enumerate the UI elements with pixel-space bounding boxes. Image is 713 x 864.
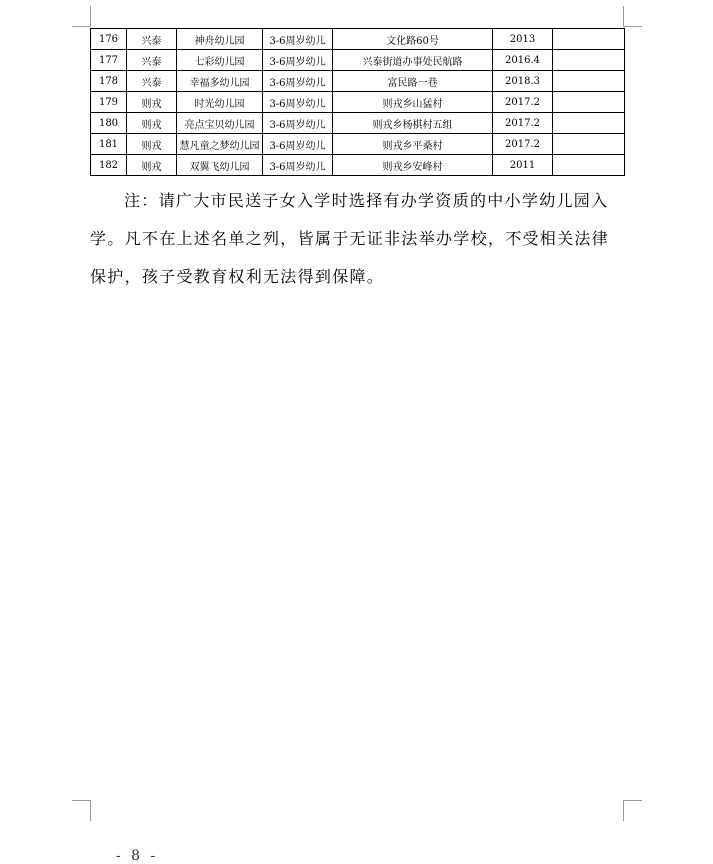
cell-no: 181 bbox=[91, 134, 127, 155]
cell-district: 则戎 bbox=[127, 113, 177, 134]
cell-remark bbox=[553, 92, 625, 113]
cell-year: 2017.2 bbox=[493, 92, 553, 113]
cell-district: 则戎 bbox=[127, 155, 177, 176]
cell-age: 3-6周岁幼儿 bbox=[263, 50, 333, 71]
cell-remark bbox=[553, 134, 625, 155]
cell-no: 179 bbox=[91, 92, 127, 113]
cell-address: 富民路一巷 bbox=[333, 71, 493, 92]
cell-no: 177 bbox=[91, 50, 127, 71]
cell-age: 3-6周岁幼儿 bbox=[263, 92, 333, 113]
cell-remark bbox=[553, 50, 625, 71]
note-paragraph: 注：请广大市民送子女入学时选择有办学资质的中小学幼儿园入学。凡不在上述名单之列，皆属于无证非法举办学校，不受相关法律保护，孩子受教育权利无法得到保障。 bbox=[90, 191, 610, 286]
cell-name: 慧凡童之梦幼儿园 bbox=[177, 134, 263, 155]
page-number: - 8 - bbox=[116, 848, 159, 864]
table-row bbox=[91, 113, 625, 134]
cell-district: 兴泰 bbox=[127, 50, 177, 71]
cell-name: 七彩幼儿园 bbox=[177, 50, 263, 71]
cell-address: 则戎乡安峰村 bbox=[333, 155, 493, 176]
cell-year: 2013 bbox=[493, 29, 553, 50]
cell-year: 2017.2 bbox=[493, 113, 553, 134]
cell-age: 3-6周岁幼儿 bbox=[263, 71, 333, 92]
cell-year: 2017.2 bbox=[493, 134, 553, 155]
cell-address: 兴泰街道办事处民航路 bbox=[333, 50, 493, 71]
cell-age: 3-6周岁幼儿 bbox=[263, 134, 333, 155]
cell-address: 则戎乡平桑村 bbox=[333, 134, 493, 155]
cell-age: 3-6周岁幼儿 bbox=[263, 113, 333, 134]
table-row bbox=[91, 71, 625, 92]
cell-no: 176 bbox=[91, 29, 127, 50]
cell-district: 兴泰 bbox=[127, 29, 177, 50]
table-row bbox=[91, 29, 625, 50]
cell-remark bbox=[553, 155, 625, 176]
cell-name: 幸福多幼儿园 bbox=[177, 71, 263, 92]
crop-mark-bottom-left bbox=[72, 800, 91, 821]
cell-address: 文化路60号 bbox=[333, 29, 493, 50]
cell-remark bbox=[553, 71, 625, 92]
cell-address: 则戎乡山猛村 bbox=[333, 92, 493, 113]
cell-district: 则戎 bbox=[127, 92, 177, 113]
cell-no: 178 bbox=[91, 71, 127, 92]
cell-name: 神舟幼儿园 bbox=[177, 29, 263, 50]
crop-mark-bottom-right bbox=[623, 800, 642, 821]
crop-mark-top-right bbox=[623, 6, 642, 27]
cell-year: 2016.4 bbox=[493, 50, 553, 71]
cell-no: 180 bbox=[91, 113, 127, 134]
crop-mark-top-left bbox=[72, 6, 91, 27]
cell-age: 3-6周岁幼儿 bbox=[263, 155, 333, 176]
table-row bbox=[91, 134, 625, 155]
table-row bbox=[91, 155, 625, 176]
cell-name: 亮点宝贝幼儿园 bbox=[177, 113, 263, 134]
cell-remark bbox=[553, 113, 625, 134]
cell-name: 时光幼儿园 bbox=[177, 92, 263, 113]
cell-remark bbox=[553, 29, 625, 50]
cell-district: 兴泰 bbox=[127, 71, 177, 92]
kindergarten-table bbox=[90, 28, 625, 176]
cell-year: 2011 bbox=[493, 155, 553, 176]
table-row bbox=[91, 92, 625, 113]
cell-district: 则戎 bbox=[127, 134, 177, 155]
cell-year: 2018.3 bbox=[493, 71, 553, 92]
cell-no: 182 bbox=[91, 155, 127, 176]
cell-age: 3-6周岁幼儿 bbox=[263, 29, 333, 50]
cell-name: 双翼飞幼儿园 bbox=[177, 155, 263, 176]
table-row bbox=[91, 50, 625, 71]
cell-address: 则戎乡杨棋村五组 bbox=[333, 113, 493, 134]
